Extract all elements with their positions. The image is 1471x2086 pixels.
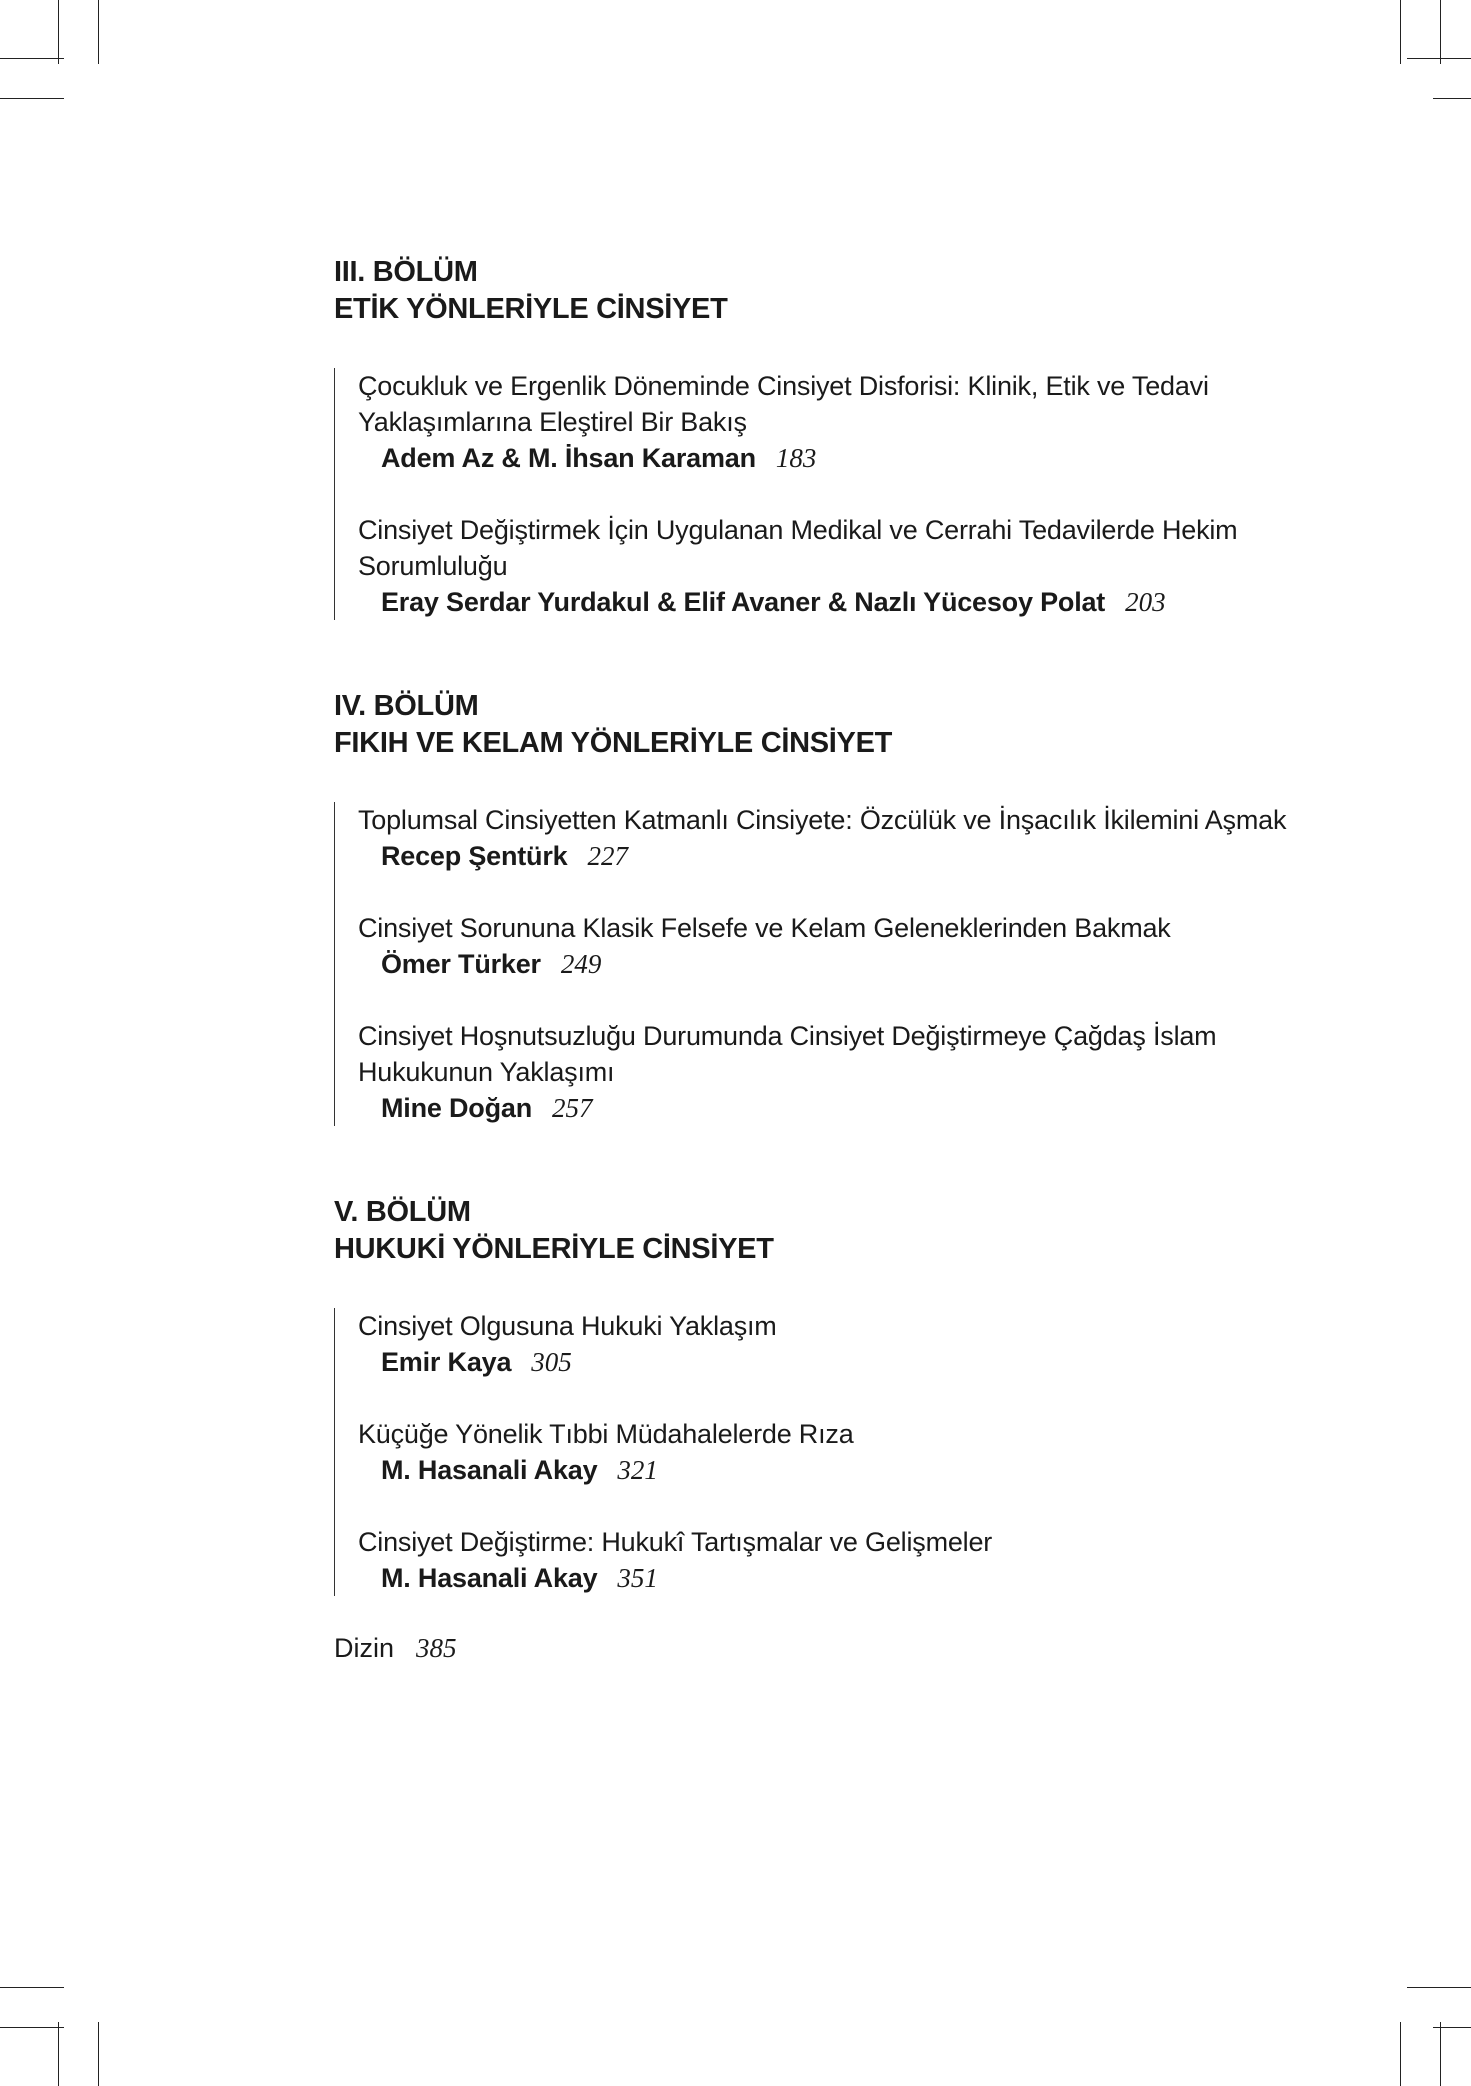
entry-byline — [358, 1452, 1294, 1488]
section-part-label: IV. BÖLÜM — [334, 690, 479, 722]
entry-page-number: 321 — [617, 1455, 658, 1485]
entry-page-number: 203 — [1125, 587, 1166, 617]
crop-mark — [98, 2022, 99, 2086]
crop-mark — [1407, 1987, 1471, 1988]
crop-mark — [1407, 58, 1471, 59]
crop-mark — [0, 1987, 64, 1988]
entry-byline — [358, 946, 1294, 982]
toc-entry[interactable] — [358, 1524, 1294, 1596]
index-label: Dizin — [334, 1633, 395, 1663]
toc-entry[interactable] — [358, 910, 1294, 982]
entry-title: Küçüğe Yönelik Tıbbi Müdahalelerde Rıza — [358, 1419, 854, 1449]
entry-byline — [358, 1560, 1294, 1596]
toc-entry[interactable] — [358, 512, 1294, 620]
crop-mark — [0, 2027, 64, 2028]
entry-author: Mine Doğan — [381, 1093, 532, 1123]
toc-entry[interactable] — [358, 1416, 1294, 1488]
crop-mark — [1433, 2027, 1471, 2028]
entry-title: Cinsiyet Değiştirmek İçin Uygulanan Medikal ve Cerrahi Tedavilerde Hekim Sorumluluğu — [358, 515, 1238, 581]
crop-mark — [1400, 0, 1401, 64]
entry-byline — [358, 584, 1294, 620]
entry-page-number: 257 — [552, 1093, 593, 1123]
section-part-label: III. BÖLÜM — [334, 256, 478, 288]
entry-list — [334, 802, 1294, 1126]
crop-mark — [58, 2022, 59, 2086]
entry-list — [334, 368, 1294, 620]
entry-author: M. Hasanali Akay — [381, 1563, 598, 1593]
section-part-5 — [334, 1194, 1294, 1596]
section-part-label: V. BÖLÜM — [334, 1196, 471, 1228]
entry-page-number: 249 — [560, 949, 602, 979]
entry-page-number: 351 — [617, 1563, 658, 1593]
entry-page-number: 227 — [587, 841, 628, 871]
section-title: ETİK YÖNLERİYLE CİNSİYET — [334, 293, 728, 325]
toc-entry[interactable] — [358, 368, 1294, 476]
entry-title: Çocukluk ve Ergenlik Döneminde Cinsiyet Disforisi: Klinik, Etik ve Tedavi Yaklaşımlarına Eleştirel Bir Bakış — [358, 371, 1209, 437]
entry-author: M. Hasanali Akay — [381, 1455, 598, 1485]
entry-title: Cinsiyet Olgusuna Hukuki Yaklaşım — [358, 1311, 777, 1341]
entry-byline — [358, 838, 1294, 874]
table-of-contents — [334, 254, 1294, 1666]
toc-entry[interactable] — [358, 1308, 1294, 1380]
entry-byline — [358, 1090, 1294, 1126]
crop-mark — [98, 0, 99, 64]
entry-author: Recep Şentürk — [381, 841, 568, 871]
crop-mark — [0, 98, 64, 99]
entry-author: Ömer Türker — [381, 949, 541, 979]
section-title: FIKIH VE KELAM YÖNLERİYLE CİNSİYET — [334, 727, 893, 759]
index-entry[interactable] — [334, 1630, 1294, 1666]
crop-mark — [1440, 0, 1441, 64]
crop-mark — [1433, 98, 1471, 99]
entry-title: Toplumsal Cinsiyetten Katmanlı Cinsiyete: Özcülük ve İnşacılık İkilemini Aşmak — [358, 805, 1287, 835]
entry-list — [334, 1308, 1294, 1596]
entry-page-number: 183 — [775, 443, 817, 473]
toc-entry[interactable] — [358, 802, 1294, 874]
section-part-3 — [334, 254, 1294, 620]
entry-title: Cinsiyet Sorununa Klasik Felsefe ve Kelam Geleneklerinden Bakmak — [358, 913, 1171, 943]
crop-mark — [1440, 2022, 1441, 2086]
index-page-number: 385 — [416, 1633, 457, 1663]
entry-author: Eray Serdar Yurdakul & Elif Avaner & Nazlı Yücesoy Polat — [381, 587, 1106, 617]
crop-mark — [58, 0, 59, 64]
entry-byline — [358, 1344, 1294, 1380]
entry-author: Emir Kaya — [381, 1347, 512, 1377]
toc-entry[interactable] — [358, 1018, 1294, 1126]
entry-byline — [358, 440, 1294, 476]
crop-mark — [1400, 2022, 1401, 2086]
section-title: HUKUKİ YÖNLERİYLE CİNSİYET — [334, 1233, 774, 1265]
entry-page-number: 305 — [531, 1347, 572, 1377]
crop-mark — [0, 58, 64, 59]
entry-author: Adem Az & M. İhsan Karaman — [381, 443, 756, 473]
section-part-4 — [334, 688, 1294, 1126]
entry-title: Cinsiyet Hoşnutsuzluğu Durumunda Cinsiyet Değiştirmeye Çağdaş İslam Hukukunun Yaklaşımı — [358, 1021, 1217, 1087]
entry-title: Cinsiyet Değiştirme: Hukukî Tartışmalar ve Gelişmeler — [358, 1527, 993, 1557]
